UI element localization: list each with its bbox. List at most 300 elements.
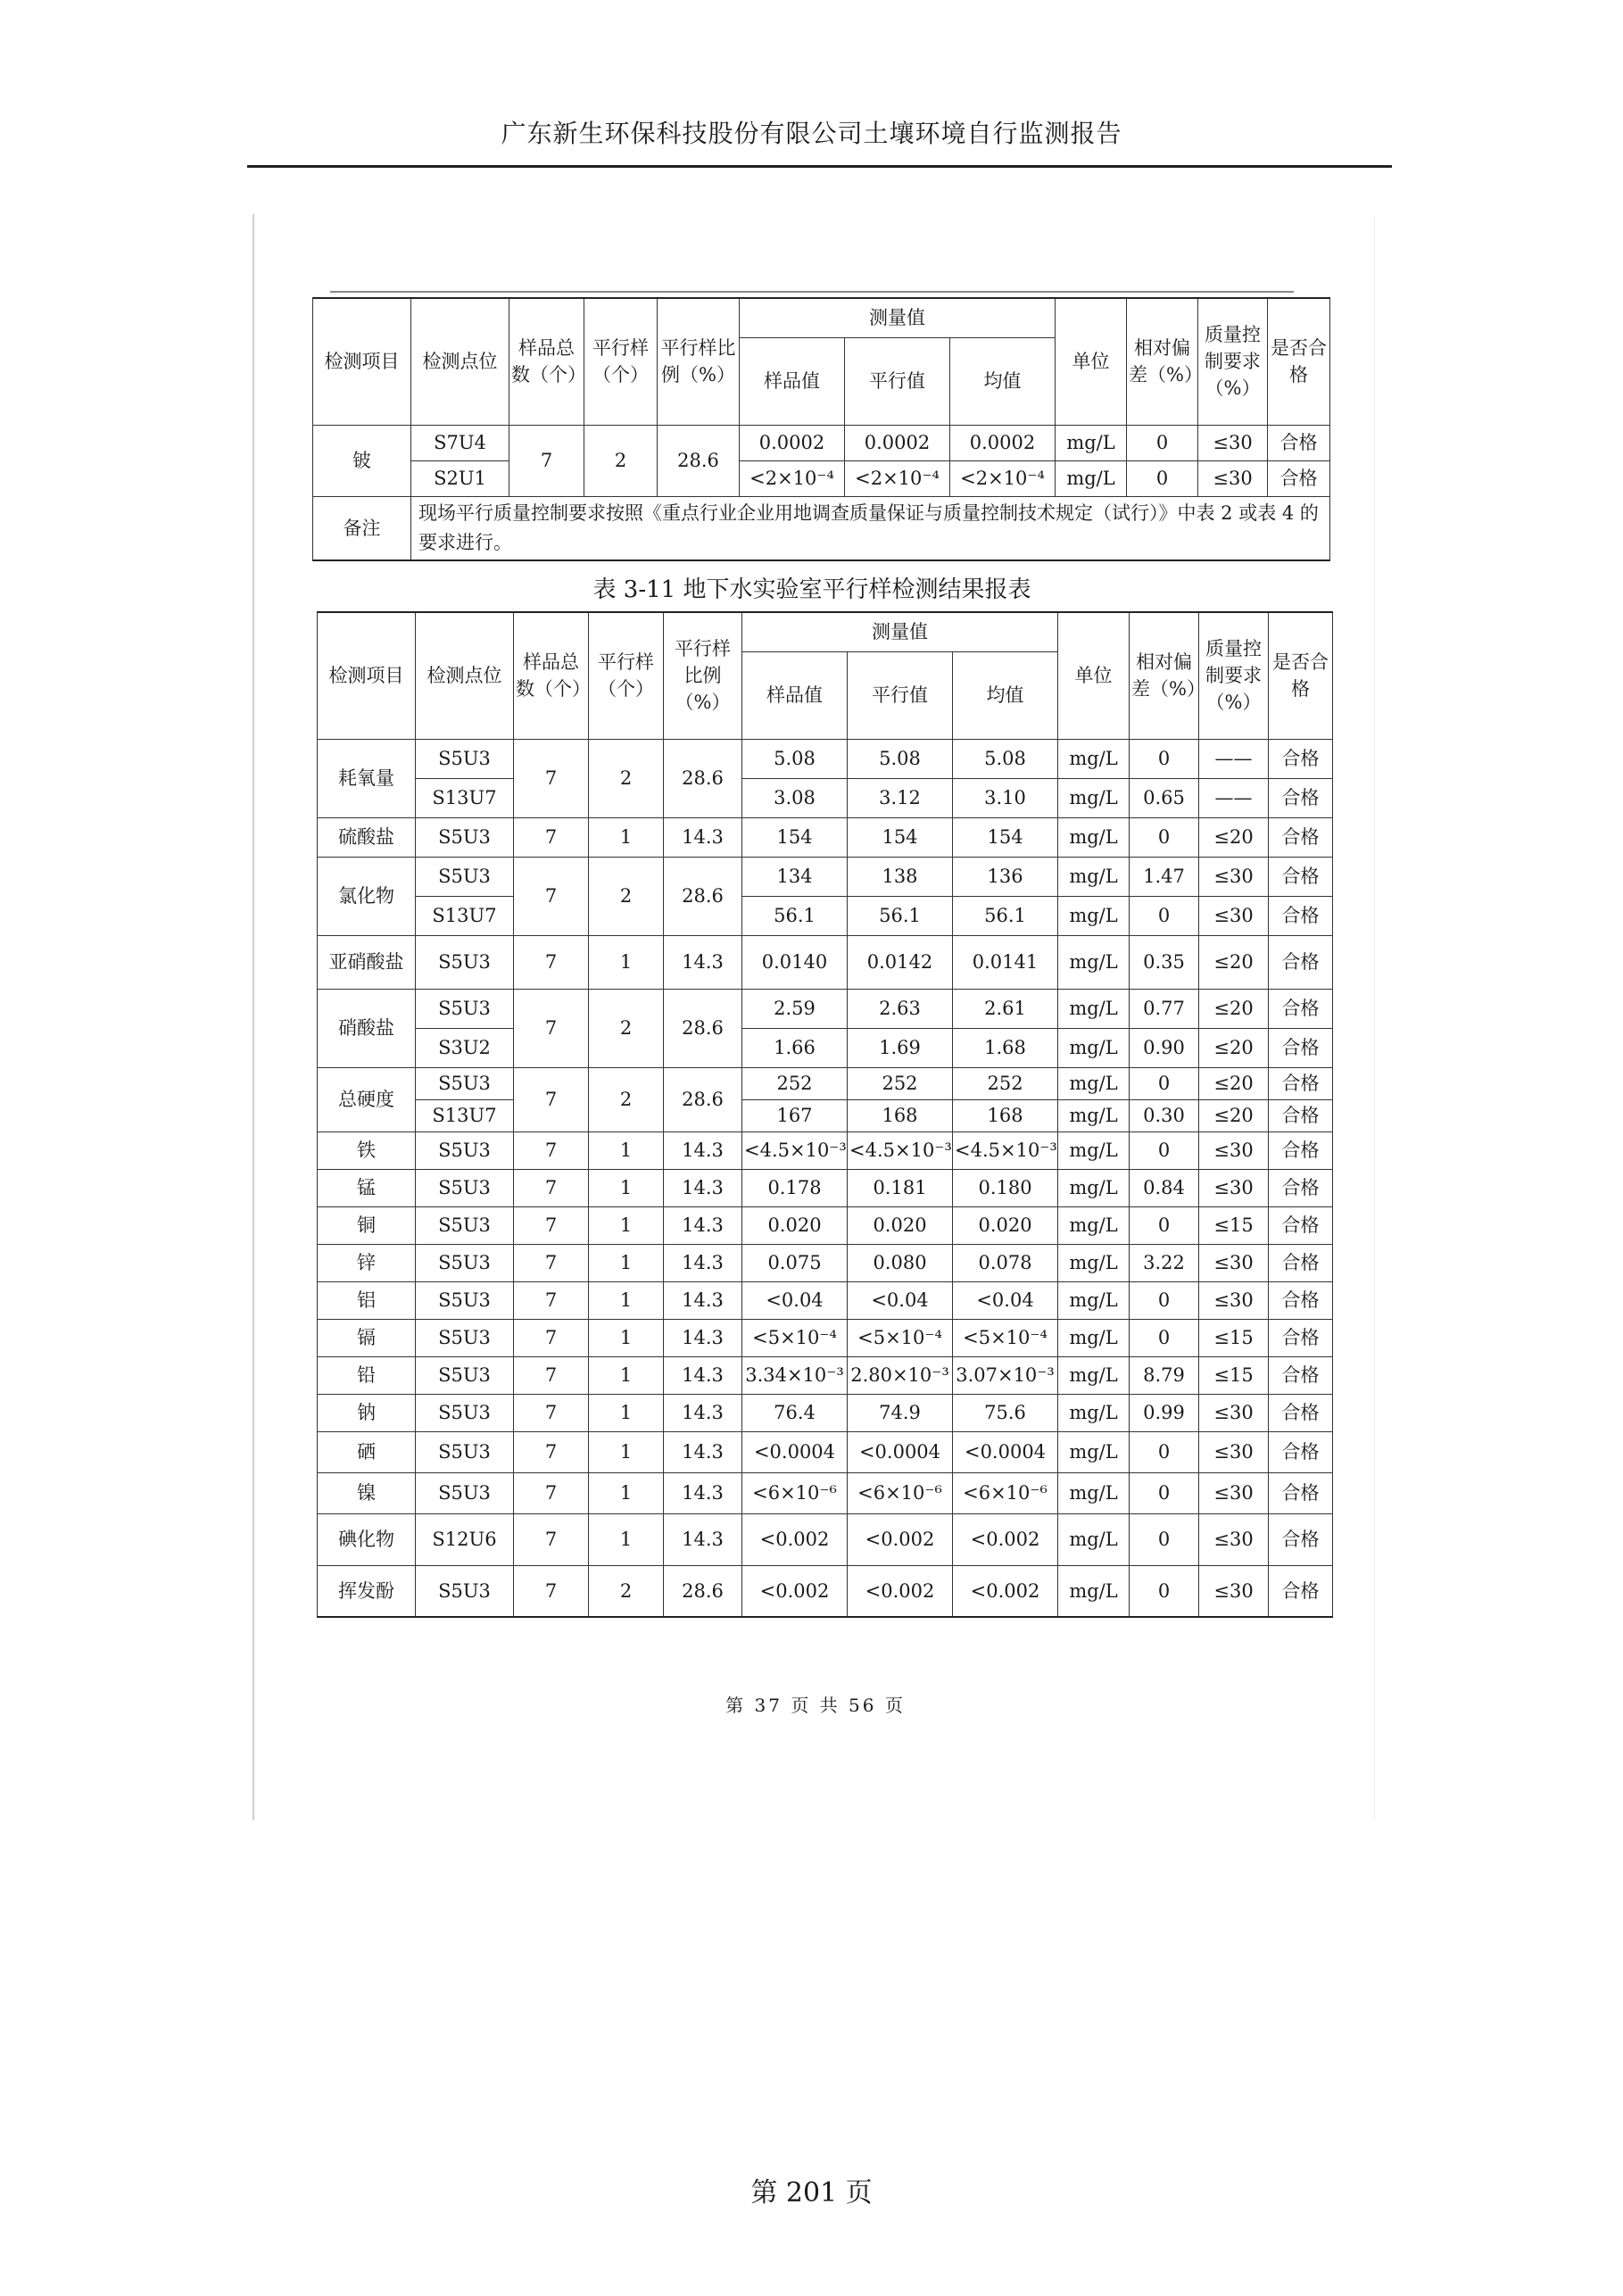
col-header-deviation: 相对偏差（%）	[1130, 612, 1199, 739]
cell-parallel: 2	[589, 1565, 664, 1617]
cell-pass: 合格	[1269, 1319, 1333, 1356]
cell-deviation: 0	[1130, 817, 1199, 857]
cell-requirement: ≤30	[1199, 1513, 1269, 1565]
cell-total: 7	[514, 1169, 589, 1206]
cell-ratio: 14.3	[664, 1394, 742, 1431]
cell-deviation: 0	[1130, 739, 1199, 778]
cell-sample: 154	[742, 817, 848, 857]
cell-unit: mg/L	[1058, 1206, 1130, 1244]
cell-sample: 0.020	[742, 1206, 848, 1244]
cell-mean: <6×10⁻⁶	[953, 1472, 1058, 1513]
cell-pass: 合格	[1269, 1394, 1333, 1431]
cell-item: 硫酸盐	[318, 817, 416, 857]
cell-pass: 合格	[1269, 1431, 1333, 1472]
cell-point: S5U3	[416, 1169, 514, 1206]
cell-sample: 3.34×10⁻³	[742, 1356, 848, 1394]
cell-sample: 76.4	[742, 1394, 848, 1431]
cell-requirement: ——	[1199, 739, 1269, 778]
col-header-parallel-value: 平行值	[845, 337, 950, 425]
cell-unit: mg/L	[1058, 1169, 1130, 1206]
cell-total: 7	[514, 1206, 589, 1244]
cell-sample: 56.1	[742, 896, 848, 935]
cell-ratio: 14.3	[664, 1356, 742, 1394]
cell-sample: <5×10⁻⁴	[742, 1319, 848, 1356]
table-row	[318, 935, 1333, 989]
col-header-measured: 测量值	[740, 298, 1056, 337]
col-header-pass: 是否合格	[1268, 298, 1330, 425]
cell-parallel: 1	[589, 1356, 664, 1394]
cell-parallel-value: <2×10⁻⁴	[845, 460, 950, 496]
cell-parallel-value: 0.020	[848, 1206, 953, 1244]
cell-pass: 合格	[1269, 1244, 1333, 1281]
cell-total: 7	[514, 1472, 589, 1513]
col-header-parallel-value: 平行值	[848, 651, 953, 739]
table-row	[318, 989, 1333, 1028]
cell-total: 7	[514, 1513, 589, 1565]
cell-parallel: 1	[589, 1206, 664, 1244]
beryllium-parallel-table	[312, 297, 1330, 561]
col-header-mean: 均值	[953, 651, 1058, 739]
cell-total: 7	[514, 857, 589, 935]
col-header-mean: 均值	[950, 337, 1056, 425]
cell-deviation: 0.99	[1130, 1394, 1199, 1431]
cell-ratio: 14.3	[664, 1281, 742, 1319]
cell-deviation: 1.47	[1130, 857, 1199, 896]
page-number: 第 201 页	[750, 2177, 873, 2209]
cell-unit: mg/L	[1058, 1356, 1130, 1394]
cell-requirement: ≤30	[1199, 1169, 1269, 1206]
cell-item: 锰	[318, 1169, 416, 1206]
cell-item: 镍	[318, 1472, 416, 1513]
cell-deviation: 0.90	[1130, 1028, 1199, 1067]
cell-requirement: ≤30	[1199, 1281, 1269, 1319]
note-text: 现场平行质量控制要求按照《重点行业企业用地调查质量保证与质量控制技术规定（试行）》中表 2 或表 4 的要求进行。	[411, 496, 1330, 560]
col-header-requirement: 质量控制要求（%）	[1198, 298, 1268, 425]
cell-parallel-value: 0.080	[848, 1244, 953, 1281]
cell-total: 7	[514, 1281, 589, 1319]
cell-point: S5U3	[416, 739, 514, 778]
cell-requirement: ≤15	[1199, 1356, 1269, 1394]
cell-pass: 合格	[1269, 1131, 1333, 1169]
cell-mean: <5×10⁻⁴	[953, 1319, 1058, 1356]
cell-item: 钠	[318, 1394, 416, 1431]
cell-mean: 252	[953, 1067, 1058, 1099]
cell-ratio: 28.6	[664, 1067, 742, 1131]
table-row	[318, 739, 1333, 778]
cell-requirement: ≤30	[1199, 1565, 1269, 1617]
cell-point: S2U1	[411, 460, 509, 496]
table-row	[318, 1356, 1333, 1394]
table-row	[318, 1513, 1333, 1565]
cell-unit: mg/L	[1058, 1099, 1130, 1131]
col-header-parallel: 平行样（个）	[589, 612, 664, 739]
cell-unit: mg/L	[1058, 1565, 1130, 1617]
cell-requirement: ≤30	[1199, 1131, 1269, 1169]
cell-mean: 0.020	[953, 1206, 1058, 1244]
cell-requirement: ≤20	[1199, 1099, 1269, 1131]
cell-item: 总硬度	[318, 1067, 416, 1131]
cell-point: S5U3	[416, 1131, 514, 1169]
col-header-pass: 是否合格	[1269, 612, 1333, 739]
cell-mean: 5.08	[953, 739, 1058, 778]
cell-deviation: 0	[1130, 1513, 1199, 1565]
col-header-deviation: 相对偏差（%）	[1127, 298, 1198, 425]
cell-parallel-value: <0.0004	[848, 1431, 953, 1472]
cell-sample: <4.5×10⁻³	[742, 1131, 848, 1169]
cell-deviation: 0	[1130, 1067, 1199, 1099]
cell-parallel-value: 252	[848, 1067, 953, 1099]
cell-item: 挥发酚	[318, 1565, 416, 1617]
cell-sample: 5.08	[742, 739, 848, 778]
col-header-item: 检测项目	[313, 298, 411, 425]
cell-unit: mg/L	[1058, 1472, 1130, 1513]
cell-ratio: 14.3	[664, 1131, 742, 1169]
cell-point: S13U7	[416, 896, 514, 935]
cell-unit: mg/L	[1058, 817, 1130, 857]
col-header-unit: 单位	[1056, 298, 1127, 425]
table-row	[318, 1472, 1333, 1513]
cell-item: 铝	[318, 1281, 416, 1319]
cell-requirement: ≤30	[1198, 425, 1268, 460]
cell-deviation: 8.79	[1130, 1356, 1199, 1394]
cell-mean: <0.002	[953, 1565, 1058, 1617]
table-row	[318, 1131, 1333, 1169]
header-rule	[247, 165, 1392, 168]
cell-item: 铍	[313, 425, 411, 496]
cell-mean: 0.0141	[953, 935, 1058, 989]
cell-item: 锌	[318, 1244, 416, 1281]
cell-parallel-value: 56.1	[848, 896, 953, 935]
table-row	[318, 857, 1333, 896]
table-row	[318, 1206, 1333, 1244]
cell-parallel: 1	[589, 1281, 664, 1319]
cell-parallel-value: 1.69	[848, 1028, 953, 1067]
cell-requirement: ≤30	[1199, 1472, 1269, 1513]
table-row	[313, 425, 1330, 460]
cell-parallel: 2	[589, 989, 664, 1067]
cell-pass: 合格	[1269, 1472, 1333, 1513]
cell-mean: 168	[953, 1099, 1058, 1131]
cell-pass: 合格	[1269, 1028, 1333, 1067]
cell-point: S5U3	[416, 1281, 514, 1319]
col-header-point: 检测点位	[416, 612, 514, 739]
cell-parallel: 1	[589, 1513, 664, 1565]
cell-point: S5U3	[416, 935, 514, 989]
cell-parallel-value: <4.5×10⁻³	[848, 1131, 953, 1169]
cell-parallel: 2	[589, 739, 664, 817]
cell-item: 铜	[318, 1206, 416, 1244]
cell-ratio: 14.3	[664, 1319, 742, 1356]
cell-item: 亚硝酸盐	[318, 935, 416, 989]
table-caption: 表 3-11 地下水实验室平行样检测结果报表	[592, 576, 1031, 603]
cell-requirement: ——	[1199, 778, 1269, 817]
cell-unit: mg/L	[1056, 460, 1127, 496]
table-row	[318, 1565, 1333, 1617]
cell-ratio: 14.3	[664, 1169, 742, 1206]
table-row	[318, 1431, 1333, 1472]
cell-mean: 1.68	[953, 1028, 1058, 1067]
cell-requirement: ≤15	[1199, 1206, 1269, 1244]
cell-sample: <0.04	[742, 1281, 848, 1319]
cell-parallel-value: 3.12	[848, 778, 953, 817]
col-header-ratio: 平行样比例（%）	[664, 612, 742, 739]
cell-sample: 3.08	[742, 778, 848, 817]
cell-mean: 0.078	[953, 1244, 1058, 1281]
cell-pass: 合格	[1269, 989, 1333, 1028]
cell-unit: mg/L	[1058, 896, 1130, 935]
cell-pass: 合格	[1269, 935, 1333, 989]
table-row	[318, 1244, 1333, 1281]
cell-point: S5U3	[416, 1067, 514, 1099]
cell-deviation: 0	[1130, 1565, 1199, 1617]
cell-parallel-value: <0.002	[848, 1565, 953, 1617]
cell-parallel-value: <0.04	[848, 1281, 953, 1319]
cell-unit: mg/L	[1058, 1028, 1130, 1067]
cell-mean: <0.0004	[953, 1431, 1058, 1472]
cell-deviation: 3.22	[1130, 1244, 1199, 1281]
cell-point: S3U2	[416, 1028, 514, 1067]
cell-requirement: ≤30	[1198, 460, 1268, 496]
cell-parallel: 1	[589, 1472, 664, 1513]
cell-deviation: 0	[1130, 1206, 1199, 1244]
col-header-total: 样品总数（个）	[514, 612, 589, 739]
cell-deviation: 0	[1130, 1319, 1199, 1356]
cell-parallel-value: 74.9	[848, 1394, 953, 1431]
cell-mean: 3.10	[953, 778, 1058, 817]
cell-requirement: ≤20	[1199, 1028, 1269, 1067]
cell-point: S5U3	[416, 1431, 514, 1472]
cell-sample: <0.0004	[742, 1431, 848, 1472]
cell-deviation: 0	[1127, 460, 1198, 496]
cell-mean: 136	[953, 857, 1058, 896]
cell-pass: 合格	[1269, 739, 1333, 778]
groundwater-parallel-table	[317, 611, 1333, 1618]
cell-total: 7	[514, 1431, 589, 1472]
inner-page-number: 第 37 页 共 56 页	[725, 1695, 906, 1716]
cell-sample: 2.59	[742, 989, 848, 1028]
table-row	[318, 1099, 1333, 1131]
cell-item: 硒	[318, 1431, 416, 1472]
cell-unit: mg/L	[1058, 989, 1130, 1028]
cell-point: S5U3	[416, 1565, 514, 1617]
cell-sample: <0.002	[742, 1513, 848, 1565]
cell-item: 碘化物	[318, 1513, 416, 1565]
cell-total: 7	[514, 739, 589, 817]
cell-parallel: 1	[589, 1431, 664, 1472]
cell-point: S12U6	[416, 1513, 514, 1565]
table-row	[318, 1067, 1333, 1099]
cell-ratio: 14.3	[664, 1513, 742, 1565]
cell-pass: 合格	[1269, 1206, 1333, 1244]
note-label: 备注	[313, 496, 411, 560]
cell-total: 7	[514, 989, 589, 1067]
col-header-ratio: 平行样比例（%）	[658, 298, 740, 425]
cell-sample: 1.66	[742, 1028, 848, 1067]
cell-pass: 合格	[1269, 817, 1333, 857]
cell-unit: mg/L	[1058, 1281, 1130, 1319]
cell-sample: <2×10⁻⁴	[740, 460, 845, 496]
cell-parallel: 1	[589, 935, 664, 989]
cell-mean: 154	[953, 817, 1058, 857]
col-header-item: 检测项目	[318, 612, 416, 739]
cell-parallel-value: 154	[848, 817, 953, 857]
cell-unit: mg/L	[1058, 1319, 1130, 1356]
cell-parallel: 1	[589, 1169, 664, 1206]
cell-pass: 合格	[1269, 1067, 1333, 1099]
cell-sample: 0.075	[742, 1244, 848, 1281]
cell-total: 7	[514, 935, 589, 989]
cell-parallel-value: 0.0002	[845, 425, 950, 460]
cell-unit: mg/L	[1058, 1431, 1130, 1472]
note-row	[313, 496, 1330, 560]
cell-total: 7	[514, 1244, 589, 1281]
cell-pass: 合格	[1269, 1356, 1333, 1394]
cell-point: S5U3	[416, 1356, 514, 1394]
cell-item: 镉	[318, 1319, 416, 1356]
cell-unit: mg/L	[1058, 935, 1130, 989]
cell-pass: 合格	[1268, 425, 1330, 460]
cell-parallel-value: 0.181	[848, 1169, 953, 1206]
cell-requirement: ≤30	[1199, 1431, 1269, 1472]
col-header-point: 检测点位	[411, 298, 509, 425]
cell-point: S5U3	[416, 1244, 514, 1281]
cell-unit: mg/L	[1058, 857, 1130, 896]
cell-ratio: 14.3	[664, 1244, 742, 1281]
table-row	[318, 817, 1333, 857]
cell-point: S5U3	[416, 817, 514, 857]
cell-unit: mg/L	[1058, 1513, 1130, 1565]
cell-pass: 合格	[1269, 1281, 1333, 1319]
cell-parallel: 1	[589, 1394, 664, 1431]
cell-mean: 0.180	[953, 1169, 1058, 1206]
cell-item: 硝酸盐	[318, 989, 416, 1067]
cell-total: 7	[514, 1067, 589, 1131]
cell-point: S5U3	[416, 1472, 514, 1513]
scan-edge-left	[253, 214, 254, 1820]
cell-parallel: 2	[589, 1067, 664, 1131]
cell-deviation: 0	[1130, 1472, 1199, 1513]
cell-total: 7	[509, 425, 584, 496]
cell-mean: 56.1	[953, 896, 1058, 935]
cell-item: 氯化物	[318, 857, 416, 935]
cell-unit: mg/L	[1058, 1131, 1130, 1169]
cell-ratio: 14.3	[664, 1431, 742, 1472]
cell-pass: 合格	[1269, 896, 1333, 935]
cell-mean: 3.07×10⁻³	[953, 1356, 1058, 1394]
cell-mean: <0.04	[953, 1281, 1058, 1319]
cell-deviation: 0.84	[1130, 1169, 1199, 1206]
cell-deviation: 0.65	[1130, 778, 1199, 817]
cell-parallel: 1	[589, 1319, 664, 1356]
cell-requirement: ≤30	[1199, 1244, 1269, 1281]
cell-point: S13U7	[416, 1099, 514, 1131]
cell-mean: <4.5×10⁻³	[953, 1131, 1058, 1169]
cell-pass: 合格	[1269, 778, 1333, 817]
scan-edge-right	[1374, 214, 1375, 1820]
cell-parallel: 1	[589, 817, 664, 857]
cell-requirement: ≤20	[1199, 1067, 1269, 1099]
cell-parallel-value: 168	[848, 1099, 953, 1131]
cell-ratio: 14.3	[664, 817, 742, 857]
cell-sample: 134	[742, 857, 848, 896]
cell-unit: mg/L	[1058, 739, 1130, 778]
cell-item: 铁	[318, 1131, 416, 1169]
cell-point: S13U7	[416, 778, 514, 817]
cell-pass: 合格	[1269, 1513, 1333, 1565]
cell-point: S5U3	[416, 1394, 514, 1431]
cell-sample: 167	[742, 1099, 848, 1131]
cell-point: S5U3	[416, 1319, 514, 1356]
cell-pass: 合格	[1269, 1565, 1333, 1617]
cell-parallel-value: 138	[848, 857, 953, 896]
cell-total: 7	[514, 1565, 589, 1617]
cell-sample: 252	[742, 1067, 848, 1099]
col-header-sample: 样品值	[740, 337, 845, 425]
cell-sample: 0.0140	[742, 935, 848, 989]
cell-unit: mg/L	[1056, 425, 1127, 460]
cell-parallel-value: 0.0142	[848, 935, 953, 989]
cell-requirement: ≤20	[1199, 817, 1269, 857]
cell-ratio: 28.6	[664, 989, 742, 1067]
cell-total: 7	[514, 1394, 589, 1431]
cell-parallel: 2	[589, 857, 664, 935]
cell-mean: <2×10⁻⁴	[950, 460, 1056, 496]
table-row	[318, 1028, 1333, 1067]
report-header-title: 广东新生环保科技股份有限公司土壤环境自行监测报告	[501, 119, 1122, 148]
cell-pass: 合格	[1269, 1099, 1333, 1131]
cell-sample: <0.002	[742, 1565, 848, 1617]
cell-requirement: ≤30	[1199, 857, 1269, 896]
col-header-total: 样品总数（个）	[509, 298, 584, 425]
header-row	[313, 298, 1330, 337]
col-header-measured: 测量值	[742, 612, 1058, 651]
cell-mean: 75.6	[953, 1394, 1058, 1431]
cell-requirement: ≤20	[1199, 935, 1269, 989]
cell-ratio: 14.3	[664, 935, 742, 989]
cell-pass: 合格	[1269, 1169, 1333, 1206]
col-header-sample: 样品值	[742, 651, 848, 739]
cell-item: 耗氧量	[318, 739, 416, 817]
cell-ratio: 28.6	[664, 1565, 742, 1617]
cell-sample: 0.0002	[740, 425, 845, 460]
cell-unit: mg/L	[1058, 1244, 1130, 1281]
cell-deviation: 0.30	[1130, 1099, 1199, 1131]
cell-pass: 合格	[1269, 857, 1333, 896]
table-row	[318, 896, 1333, 935]
cell-ratio: 14.3	[664, 1206, 742, 1244]
cell-total: 7	[514, 1356, 589, 1394]
cell-parallel: 1	[589, 1131, 664, 1169]
cell-unit: mg/L	[1058, 778, 1130, 817]
cell-requirement: ≤15	[1199, 1319, 1269, 1356]
cell-sample: 0.178	[742, 1169, 848, 1206]
cell-parallel-value: 2.63	[848, 989, 953, 1028]
cell-parallel-value: <0.002	[848, 1513, 953, 1565]
cell-requirement: ≤30	[1199, 896, 1269, 935]
cell-point: S7U4	[411, 425, 509, 460]
cell-pass: 合格	[1268, 460, 1330, 496]
cell-unit: mg/L	[1058, 1067, 1130, 1099]
table-row	[313, 460, 1330, 496]
cell-parallel-value: <6×10⁻⁶	[848, 1472, 953, 1513]
cell-deviation: 0	[1130, 1431, 1199, 1472]
table-row	[318, 1319, 1333, 1356]
cell-mean: 0.0002	[950, 425, 1056, 460]
cell-deviation: 0.35	[1130, 935, 1199, 989]
cell-sample: <6×10⁻⁶	[742, 1472, 848, 1513]
cell-deviation: 0	[1130, 1131, 1199, 1169]
cell-point: S5U3	[416, 989, 514, 1028]
